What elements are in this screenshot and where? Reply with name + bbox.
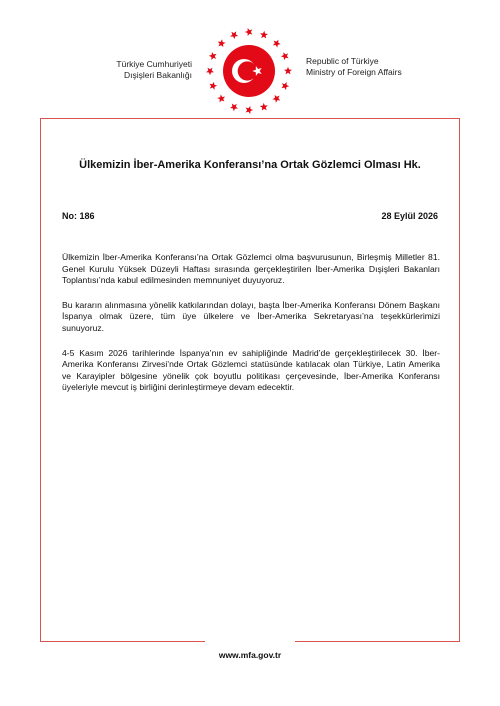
emblem-ring-star-icon bbox=[230, 31, 238, 39]
ministry-name-tr-line1: Türkiye Cumhuriyeti bbox=[116, 59, 192, 69]
emblem-ring-star-icon bbox=[209, 82, 217, 90]
body-paragraph: Ülkemizin İber-Amerika Konferansı’na Ortak Gözlemci olma başvurusunun, Birleşmiş Milletler 81. Genel Kurulu Yüksek Düzeyli Haftası sırasında gerçekleştirilen İber-Amerika Dışişleri Bakanları Toplantısı’nda kabul edilmesinden memnuniyet duyuyoruz. bbox=[62, 252, 440, 286]
document-body bbox=[62, 252, 440, 407]
emblem-ring-star-icon bbox=[260, 31, 268, 39]
document-number: No: 186 bbox=[62, 211, 95, 221]
ministry-name-tr-line2: Dışişleri Bakanlığı bbox=[123, 70, 192, 80]
emblem-ring-star-icon bbox=[281, 82, 289, 90]
ministry-name-en-line1: Republic of Türkiye bbox=[306, 56, 379, 66]
ministry-name-en bbox=[306, 56, 466, 78]
emblem-ring-star-icon bbox=[206, 68, 214, 76]
emblem-ring-star-icon bbox=[260, 103, 268, 111]
emblem-ring-star-icon bbox=[272, 95, 280, 103]
document-date: 28 Eylül 2026 bbox=[381, 211, 438, 221]
ministry-name-en-line2: Ministry of Foreign Affairs bbox=[306, 67, 402, 77]
frame-left-border bbox=[40, 118, 41, 642]
footer-website-link[interactable]: www.mfa.gov.tr bbox=[218, 650, 282, 660]
ministry-emblem-icon bbox=[202, 24, 296, 118]
emblem-ring-star-icon bbox=[245, 28, 253, 36]
document-title: Ülkemizin İber-Amerika Konferansı’na Ortak Gözlemci Olması Hk. bbox=[79, 159, 421, 171]
frame-right-border bbox=[459, 118, 460, 642]
frame-bottom-left-border bbox=[40, 641, 205, 642]
emblem-ring-star-icon bbox=[284, 67, 292, 75]
emblem-ring-star-icon bbox=[281, 52, 289, 60]
frame-bottom-right-border bbox=[295, 641, 460, 642]
body-paragraph: 4-5 Kasım 2026 tarihlerinde İspanya’nın ev sahipliğinde Madrid’de gerçekleştirilecek 30. İber-Amerika Konferansı Zirvesi’nde Ortak Gözlemci statüsünde katılacak olan Türkiye, Latin Amerika ve Karayipler bölgesine yönelik çok boyutlu politikası çerçevesinde, İber-Amerika Konferansı üyeleriyle mevcut iş birliğini derinleştirmeye devam edecektir. bbox=[62, 347, 440, 393]
emblem-ring-star-icon bbox=[246, 106, 254, 114]
ministry-name-tr bbox=[96, 59, 192, 81]
emblem-ring-star-icon bbox=[273, 40, 281, 48]
emblem-ring-star-icon bbox=[218, 39, 226, 47]
emblem-ring-star-icon bbox=[209, 52, 217, 60]
emblem-ring-star-icon bbox=[230, 103, 238, 111]
body-paragraph: Bu kararın alınmasına yönelik katkılarından dolayı, başta İber-Amerika Konferansı Dönem Başkanı İspanya olmak üzere, tüm üye ülkelere ve İber-Amerika Sekretaryası’na teşekkürlerimizi sunuyoruz. bbox=[62, 299, 440, 333]
emblem-ring-star-icon bbox=[217, 94, 225, 102]
frame-top-border bbox=[40, 118, 460, 119]
